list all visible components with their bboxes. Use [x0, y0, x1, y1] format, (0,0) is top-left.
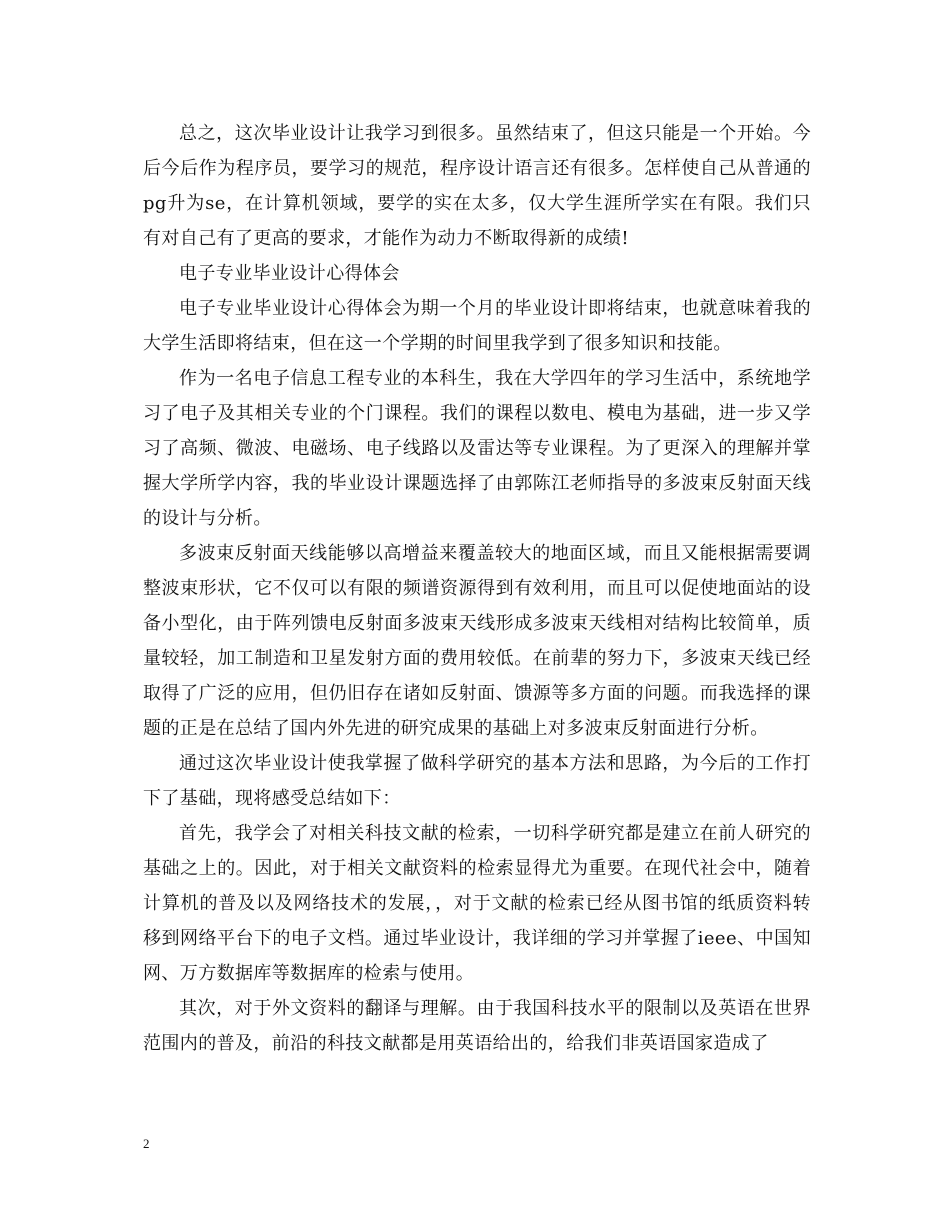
page-number: 2 — [143, 1136, 150, 1151]
paragraph-intro: 电子专业毕业设计心得体会为期一个月的毕业设计即将结束，也就意味着我的大学生活即将结束，但在这一个学期的时间里我学到了很多知识和技能。 — [143, 298, 811, 354]
section-heading: 电子专业毕业设计心得体会 — [179, 263, 400, 284]
paragraph-conclusion: 总之，这次毕业设计让我学习到很多。虽然结束了，但这只能是一个开始。今后今后作为程序员，要学习的规范，程序设计语言还有很多。怎样使自己从普通的pg升为se，在计算机领域，要学的实在太多，仅大学生涯所学实在有限。我们只有对自己有了更高的要求，才能作为动力不断取得新的成绩! — [143, 123, 811, 249]
paragraph-summary-lead: 通过这次毕业设计使我掌握了做科学研究的基本方法和思路，为今后的工作打下了基础，现将感受总结如下： — [143, 753, 811, 809]
document-body — [143, 116, 811, 1061]
paragraph-literature-search: 首先，我学会了对相关科技文献的检索，一切科学研究都是建立在前人研究的基础之上的。因此，对于相关文献资料的检索显得尤为重要。在现代社会中，随着计算机的普及以及网络技术的发展，，对于文献的检索已经从图书馆的纸质资料转移到网络平台下的电子文档。通过毕业设计，我详细的学习并掌握了ieee、中国知网、万方数据库等数据库的检索与使用。 — [143, 823, 811, 984]
paragraph-antenna: 多波束反射面天线能够以高增益来覆盖较大的地面区域，而且又能根据需要调整波束形状，它不仅可以有限的频谱资源得到有效利用，而且可以促使地面站的设备小型化，由于阵列馈电反射面多波束天线形成多波束天线相对结构比较简单，质量较轻，加工制造和卫星发射方面的费用较低。在前辈的努力下，多波束天线已经取得了广泛的应用，但仍旧存在诸如反射面、馈源等多方面的问题。而我选择的课题的正是在总结了国内外先进的研究成果的基础上对多波束反射面进行分析。 — [143, 543, 811, 739]
paragraph-translation: 其次，对于外文资料的翻译与理解。由于我国科技水平的限制以及英语在世界范围内的普及，前沿的科技文献都是用英语给出的，给我们非英语国家造成了 — [143, 998, 811, 1054]
paragraph-background: 作为一名电子信息工程专业的本科生，我在大学四年的学习生活中，系统地学习了电子及其相关专业的个门课程。我们的课程以数电、模电为基础，进一步又学习了高频、微波、电磁场、电子线路以及雷达等专业课程。为了更深入的理解并掌握大学所学内容，我的毕业设计课题选择了由郭陈江老师指导的多波束反射面天线的设计与分析。 — [143, 368, 811, 529]
